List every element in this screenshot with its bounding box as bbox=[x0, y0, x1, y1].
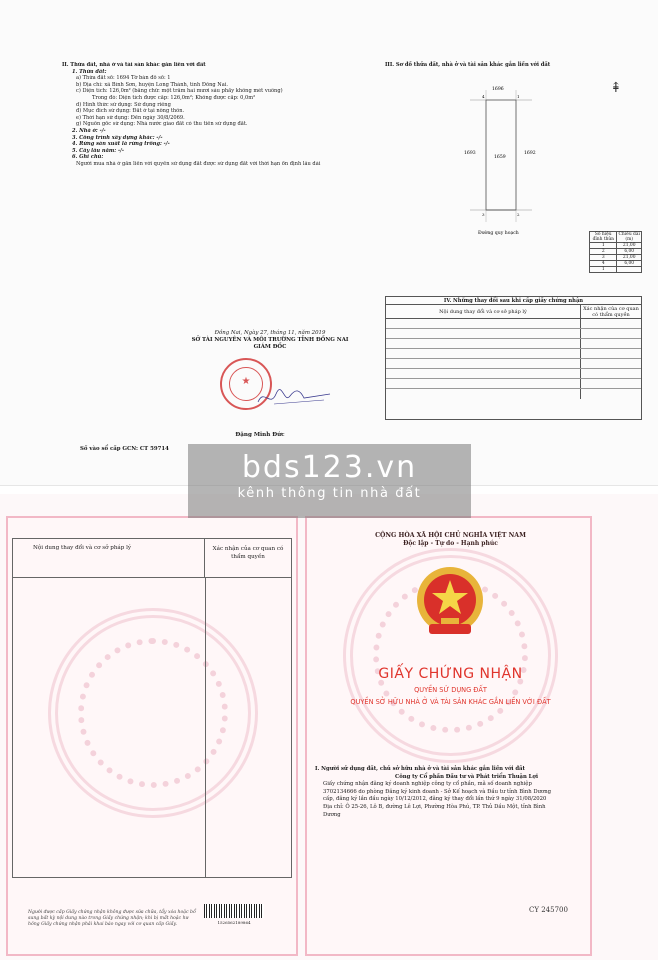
table-row bbox=[386, 379, 641, 389]
table-row: 1 21,00 bbox=[590, 243, 642, 249]
changes-table-header bbox=[386, 305, 641, 319]
handwritten-signature bbox=[254, 384, 334, 410]
certificate-subtitle-land: QUYỀN SỬ DỤNG ĐẤT bbox=[414, 686, 487, 694]
owner-detail-line: Địa chỉ: Ô 25-26, Lô B, đường Lê Lợi, Phường Hòa Phú, TP. Thủ Dầu Một, tỉnh Bình bbox=[323, 803, 546, 810]
notes-text: Người mua nhà ở gắn liền với quyền sử dụng đất được sử dụng đất với thời hạn ổn định lâu dài bbox=[76, 160, 321, 167]
changes-table-header bbox=[12, 538, 292, 578]
land-parcel-number: a) Thửa đất số: 1694 Tờ bản đồ số: 1 bbox=[76, 75, 171, 82]
site-watermark bbox=[188, 444, 471, 518]
section-4-title: IV. Những thay đổi sau khi cấp giấy chứng nhận bbox=[386, 297, 641, 305]
col-authority-confirmation: Xác nhận của cơ quan có thẩm quyền bbox=[212, 546, 284, 560]
vertex-dimensions-table bbox=[589, 231, 642, 273]
table-row bbox=[386, 329, 641, 339]
changes-page bbox=[6, 516, 298, 956]
label-north-parcel: 1696 bbox=[492, 87, 504, 92]
parcel-diagram bbox=[430, 82, 580, 242]
table-row bbox=[386, 369, 641, 379]
signer-position: GIÁM ĐỐC bbox=[253, 344, 287, 350]
watermark-title: bds123.vn bbox=[241, 450, 418, 485]
label-this-parcel: 1659 bbox=[494, 155, 506, 160]
label-west-parcel: 1693 bbox=[464, 151, 476, 156]
barcode-icon bbox=[204, 904, 264, 918]
section-2-title: II. Thửa đất, nhà ở và tài sản khác gắn liền với đất bbox=[62, 62, 206, 68]
issuing-agency: SỞ TÀI NGUYÊN VÀ MÔI TRƯỜNG TỈNH ĐỒNG NAI bbox=[191, 337, 349, 343]
land-use-origin: g) Nguồn gốc sử dụng: Nhà nước giao đất có thu tiền sử dụng đất. bbox=[76, 121, 248, 128]
certificate-subtitle-property: QUYỀN SỞ HỮU NHÀ Ở VÀ TÀI SẢN KHÁC GẮN LIỀN VỚI ĐẤT bbox=[350, 698, 551, 706]
corner-label: 3 bbox=[482, 212, 485, 217]
watermark-subtitle: kênh thông tin nhà đất bbox=[237, 486, 422, 501]
house-info: 2. Nhà ở: -/- bbox=[72, 127, 106, 134]
certificate-title: GIẤY CHỨNG NHẬN bbox=[378, 666, 523, 682]
north-arrow-icon: ⇞ bbox=[610, 80, 622, 96]
changes-table bbox=[385, 296, 642, 420]
land-area-granted: Trong đó: Diện tích được cấp: 126,0m²; Không được cấp: 0,0m² bbox=[92, 94, 256, 101]
table-row bbox=[386, 339, 641, 349]
col-authority-confirmation: Xác nhận của cơ quan có thẩm quyền bbox=[583, 305, 639, 318]
land-use-form: d) Hình thức sử dụng: Sử dụng riêng bbox=[76, 101, 171, 108]
land-area: c) Diện tích: 126,0m² (bằng chữ: một trăm hai mươi sáu phẩy không mét vuông) bbox=[76, 88, 283, 95]
land-heading: 1. Thửa đất: bbox=[72, 68, 107, 75]
road-label: Đường quy hoạch bbox=[478, 231, 519, 236]
other-construction-info: 3. Công trình xây dựng khác: -/- bbox=[72, 134, 163, 141]
owner-detail-line: 3702134666 do phòng Đăng ký kinh doanh - Sở Kế hoạch và Đầu tư tỉnh Bình Dương bbox=[323, 788, 552, 795]
certificate-cover-pages bbox=[0, 494, 658, 960]
owner-heading: I. Người sử dụng đất, chủ sở hữu nhà ở và tài sản khác gắn liền với đất bbox=[315, 766, 525, 772]
barcode-number: 1526562189864 bbox=[217, 920, 251, 925]
col-change-content: Nội dung thay đổi và cơ sở pháp lý bbox=[386, 305, 581, 318]
table-row bbox=[386, 359, 641, 369]
corner-label: 2 bbox=[517, 212, 520, 217]
col-change-content: Nội dung thay đổi và cơ sở pháp lý bbox=[13, 539, 205, 577]
table-row bbox=[386, 389, 641, 399]
owner-detail-line: Giấy chứng nhận đăng ký doanh nghiệp công ty cổ phần, mã số doanh nghiệp bbox=[323, 781, 532, 788]
section-land-details bbox=[62, 62, 374, 168]
owner-detail-line: Dương bbox=[323, 811, 341, 818]
issue-date: Đồng Nai, Ngày 27, tháng 11, năm 2019 bbox=[214, 330, 326, 336]
star-icon: ★ bbox=[241, 376, 251, 387]
signer-name: Đặng Minh Đức bbox=[235, 432, 285, 438]
land-address: b) Địa chỉ: xã Bình Sơn, huyện Long Thành, tỉnh Đồng Nai. bbox=[76, 81, 228, 88]
label-east-parcel: 1692 bbox=[524, 151, 536, 156]
perennial-trees-info: 5. Cây lâu năm: -/- bbox=[72, 147, 125, 154]
owner-name: Công ty Cổ phần Đầu tư và Phát triển Thuận Lợi bbox=[395, 773, 538, 780]
section-3-title: III. Sơ đồ thửa đất, nhà ở và tài sản khác gắn liền với đất bbox=[385, 62, 551, 68]
table-row bbox=[386, 349, 641, 359]
corner-label: 4 bbox=[482, 94, 485, 99]
signature-block bbox=[160, 330, 380, 351]
owner-section bbox=[315, 766, 585, 819]
certificate-serial: CY 245700 bbox=[529, 906, 568, 914]
registry-serial: Số vào sổ cấp GCN: CT 59714 bbox=[80, 446, 169, 452]
col-length: Chiều dài (m) bbox=[618, 232, 640, 242]
table-row: 4 6,00 bbox=[590, 261, 642, 267]
notes-heading: 6. Ghi chú: bbox=[72, 154, 104, 161]
national-emblem-icon bbox=[411, 562, 489, 642]
table-row: 1 bbox=[590, 267, 642, 273]
table-row: 2 6,00 bbox=[590, 249, 642, 255]
forest-info: 4. Rừng sản xuất là rừng trồng: -/- bbox=[72, 141, 170, 148]
corner-label: 1 bbox=[517, 94, 520, 99]
table-row: 3 21,00 bbox=[590, 255, 642, 261]
land-use-term: e) Thời hạn sử dụng: Đến ngày 30/8/2069. bbox=[76, 114, 185, 121]
changes-table-body bbox=[12, 578, 292, 878]
country-title: CỘNG HÒA XÃ HỘI CHỦ NGHĨA VIỆT NAM bbox=[375, 532, 526, 539]
warning-footnote: Người được cấp Giấy chứng nhận không được sửa chữa, tẩy xóa hoặc bổ sung bất kỳ nội dung nào trong Giấy chứng nhận; khi bị mất hoặc hư hỏng Giấy chứng nhận phải khai báo ngay với cơ quan cấp Giấy. bbox=[28, 910, 196, 927]
cover-page bbox=[305, 516, 592, 956]
col-vertex: Số hiệu đỉnh thửa bbox=[590, 232, 617, 243]
table-row bbox=[386, 319, 641, 329]
land-use-purpose: đ) Mục đích sử dụng: Đất ở tại nông thôn. bbox=[76, 108, 185, 115]
national-motto: Độc lập - Tự do - Hạnh phúc bbox=[403, 540, 498, 547]
owner-detail-line: cấp, đăng ký lần đầu ngày 10/12/2012, đăng ký thay đổi lần thứ 9 ngày 31/08/2020 bbox=[323, 796, 547, 803]
